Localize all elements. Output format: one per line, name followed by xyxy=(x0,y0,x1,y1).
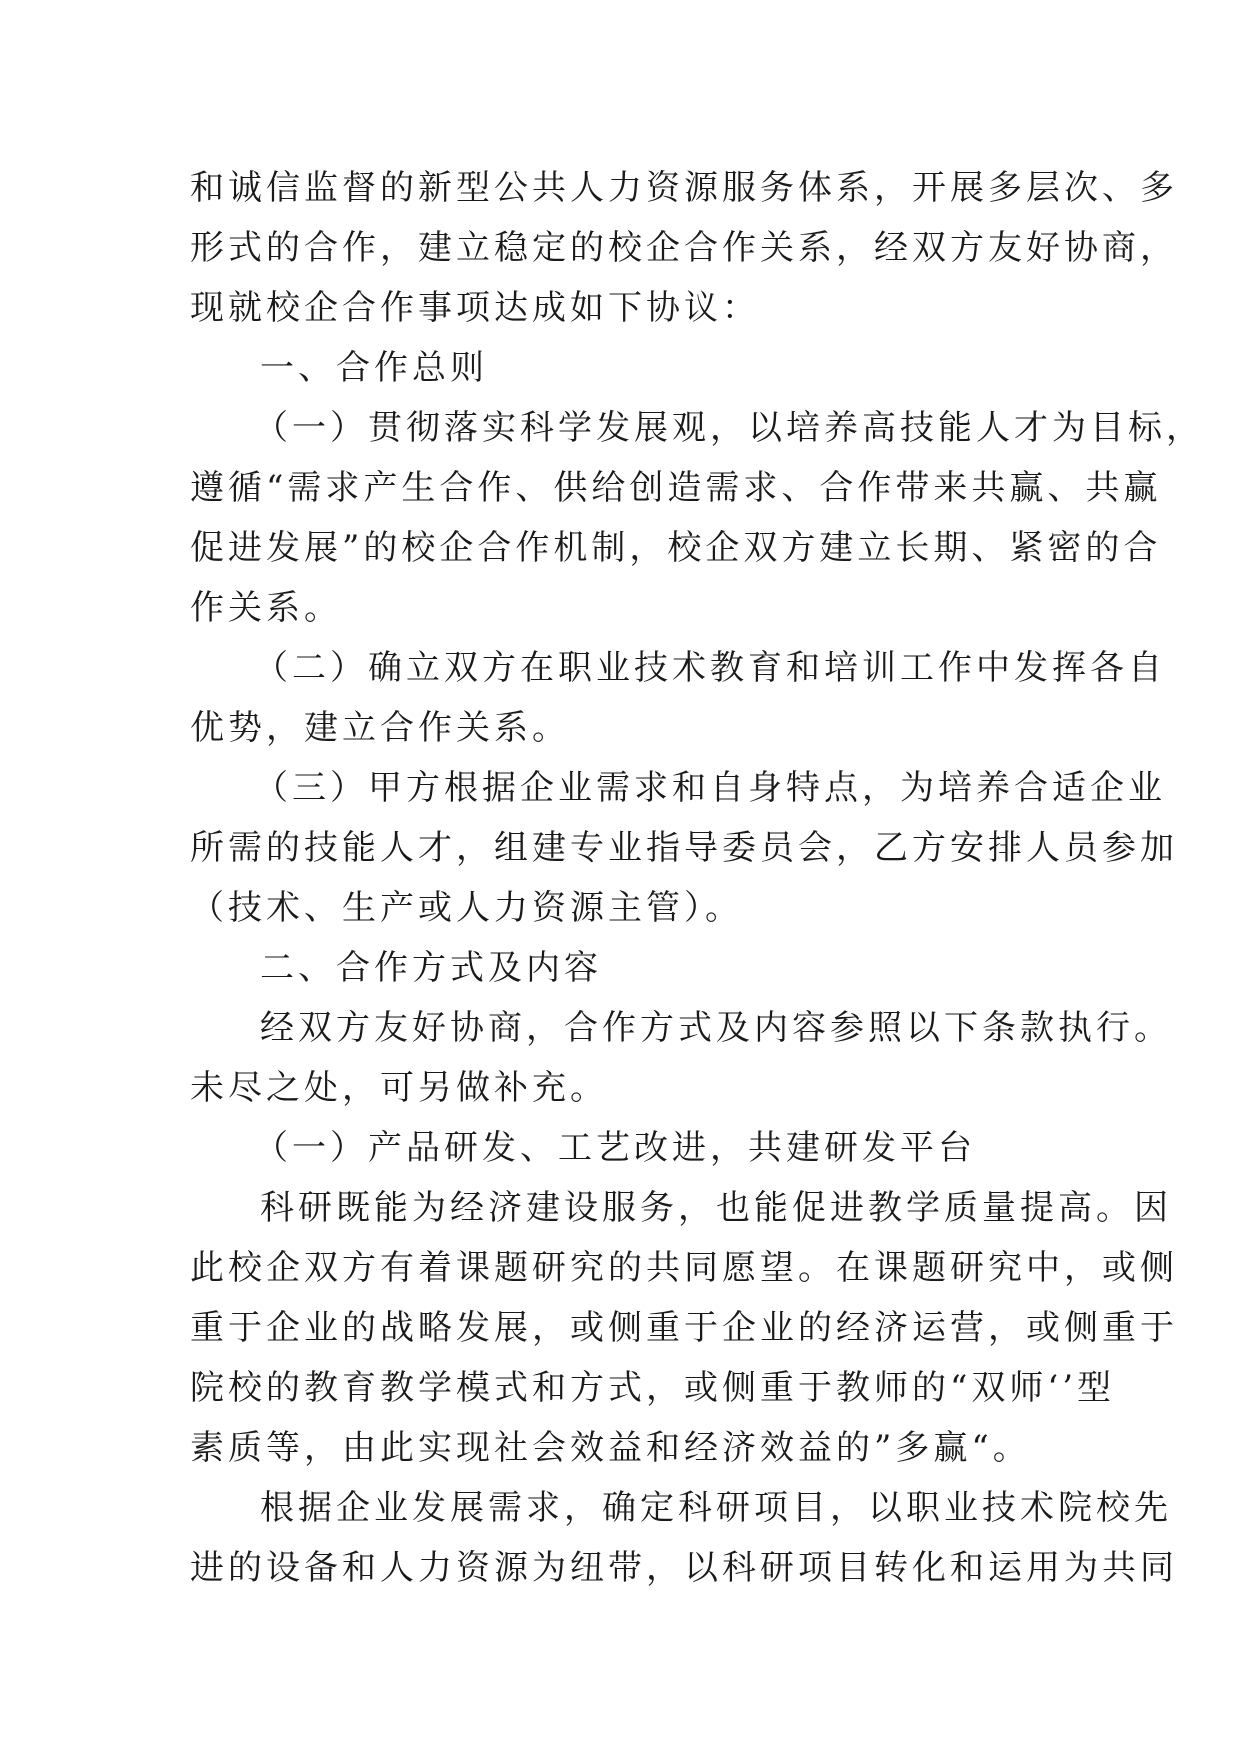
text-line: 经双方友好协商，合作方式及内容参照以下条款执行。 xyxy=(260,1008,1172,1048)
text-line: （二）确立双方在职业技术教育和培训工作中发挥各自 xyxy=(254,648,1166,688)
text-line: （一）贯彻落实科学发展观，以培养高技能人才为目标， xyxy=(254,408,1204,448)
text-line: 现就校企合作事项达成如下协议： xyxy=(190,288,760,328)
text-line: 作关系。 xyxy=(190,588,342,628)
text-line: 重于企业的战略发展，或侧重于企业的经济运营，或侧重于 xyxy=(190,1308,1178,1348)
text-line: 科研既能为经济建设服务，也能促进教学质量提高。因 xyxy=(260,1188,1172,1228)
text-line: 遵循“需求产生合作、供给创造需求、合作带来共赢、共赢 xyxy=(190,468,1162,508)
text-line: 所需的技能人才，组建专业指导委员会，乙方安排人员参加 xyxy=(190,828,1178,868)
text-line: 进的设备和人力资源为纽带，以科研项目转化和运用为共同 xyxy=(190,1548,1178,1588)
document-body xyxy=(190,158,1204,1598)
text-line: 此校企双方有着课题研究的共同愿望。在课题研究中，或侧 xyxy=(190,1248,1178,1288)
section-heading: 一、合作总则 xyxy=(260,348,488,388)
text-line: （技术、生产或人力资源主管）。 xyxy=(190,888,743,928)
text-line: 素质等，由此实现社会效益和经济效益的”多赢“。 xyxy=(190,1428,1031,1468)
text-line: （三）甲方根据企业需求和自身特点，为培养合适企业 xyxy=(254,768,1166,808)
section-heading: 二、合作方式及内容 xyxy=(260,948,602,988)
text-line: 院校的教育教学模式和方式，或侧重于教师的“双师‘’型 xyxy=(190,1368,1115,1408)
text-line: 和诚信监督的新型公共人力资源服务体系，开展多层次、多 xyxy=(190,168,1178,208)
text-line: 根据企业发展需求，确定科研项目，以职业技术院校先 xyxy=(260,1488,1172,1528)
text-line: 优势，建立合作关系。 xyxy=(190,708,570,748)
text-line: 未尽之处，可另做补充。 xyxy=(190,1068,608,1108)
text-line: 形式的合作，建立稳定的校企合作关系，经双方友好协商， xyxy=(190,228,1178,268)
subsection-heading: （一）产品研发、工艺改进，共建研发平台 xyxy=(254,1128,976,1168)
text-line: 促进发展”的校企合作机制，校企双方建立长期、紧密的合 xyxy=(190,528,1162,568)
